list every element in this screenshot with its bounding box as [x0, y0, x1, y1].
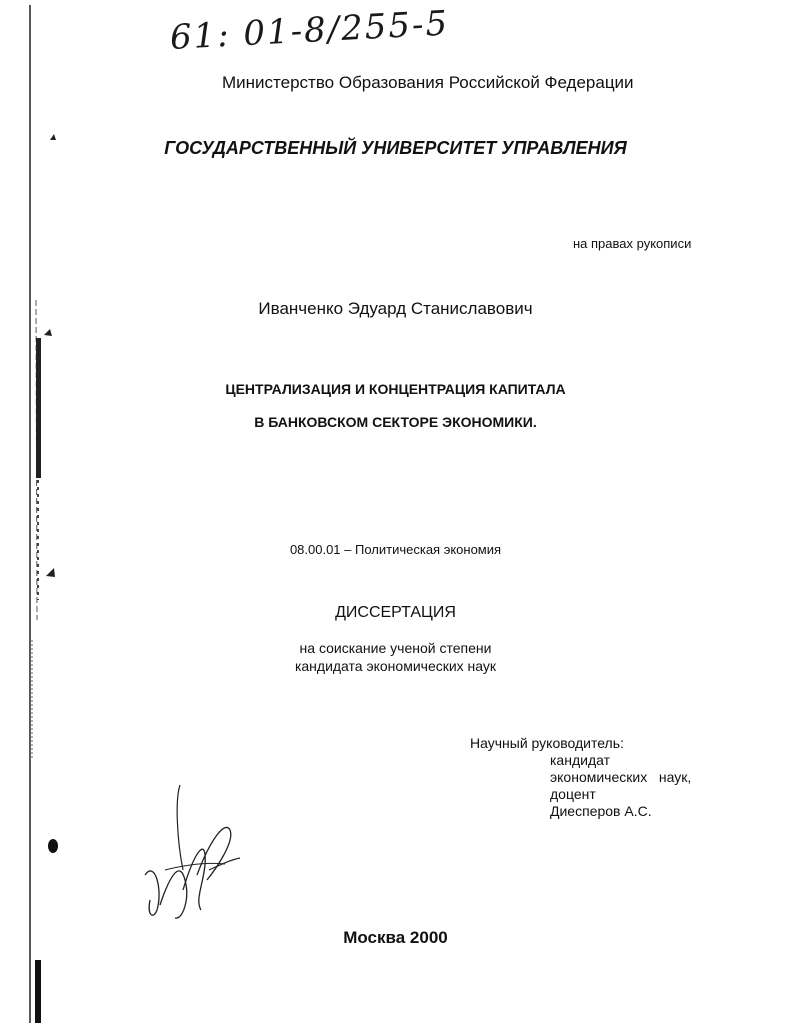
supervisor-title-2: экономических наук, — [550, 769, 692, 785]
ministry-name: Министерство Образования Российской Федерации — [222, 73, 634, 92]
title-line-2: В БАНКОВСКОМ СЕКТОРЕ ЭКОНОМИКИ. — [254, 414, 537, 430]
supervisor-position: доцент — [550, 786, 596, 802]
university-name: ГОСУДАРСТВЕННЫЙ УНИВЕРСИТЕТ УПРАВЛЕНИЯ — [164, 138, 627, 158]
supervisor-details — [550, 752, 691, 820]
degree-line-2: кандидата экономических наук — [294, 658, 497, 674]
degree-statement — [0, 639, 791, 675]
supervisor-title-1: кандидат — [550, 752, 610, 768]
supervisor-label: Научный руководитель: — [470, 735, 624, 751]
specialty-code: 08.00.01 – Политическая экономия — [289, 542, 502, 557]
manuscript-rights-note: на правах рукописи — [573, 236, 692, 251]
author-name: Иванченко Эдуард Станиславович — [258, 299, 533, 318]
city-year: Москва 2000 — [343, 928, 448, 947]
handwritten-signature — [135, 780, 245, 930]
document-type: ДИССЕРТАЦИЯ — [335, 604, 456, 621]
archive-number: 61: 01-8/255-5 — [168, 3, 451, 58]
title-line-1: ЦЕНТРАЛИЗАЦИЯ И КОНЦЕНТРАЦИЯ КАПИТАЛА — [225, 381, 566, 397]
supervisor-name: Диесперов А.С. — [550, 803, 652, 819]
degree-line-1: на соискание ученой степени — [299, 640, 492, 656]
